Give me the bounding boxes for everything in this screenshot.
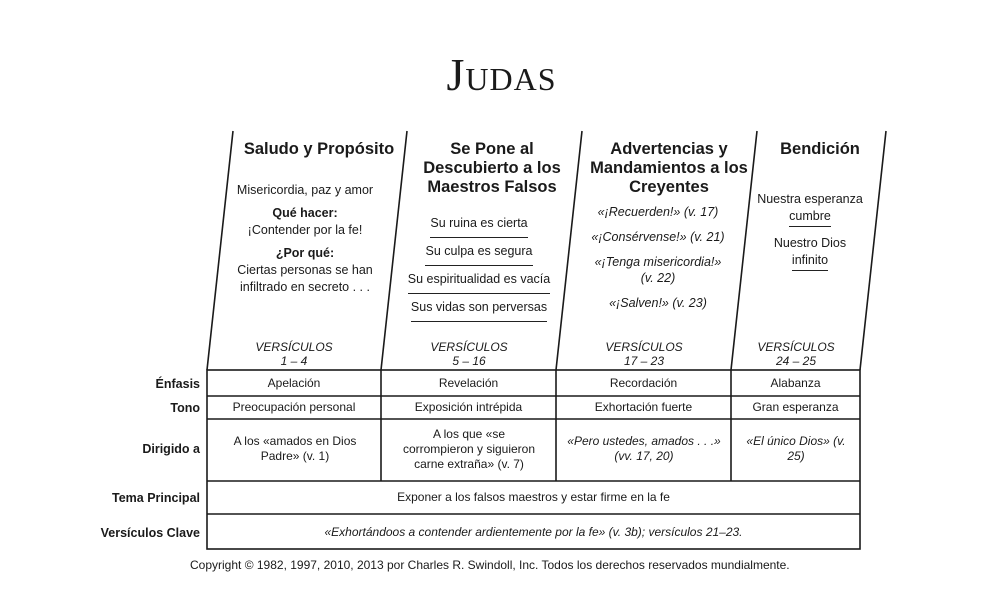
column-3-line: (v. 22) (640, 271, 676, 285)
page-title: Judas (446, 49, 557, 100)
column-2-line: Sus vidas son perversas (411, 294, 547, 322)
cell-tono: Gran esperanza (752, 400, 839, 414)
row-label-enfasis: Énfasis (155, 377, 200, 391)
versiculos-range: 5 – 16 (452, 354, 486, 368)
column-4-line: Nuestro Dios (773, 236, 847, 250)
cell-enfasis: Revelación (438, 376, 499, 390)
cell-tema-principal: Exponer a los falsos maestros y estar firme en la fe (397, 490, 670, 504)
column-4-line: Nuestra esperanza (757, 192, 863, 206)
cell-enfasis: Recordación (609, 376, 678, 390)
cell-tono: Preocupación personal (232, 400, 356, 414)
cell-versiculos-clave: «Exhortándoos a contender ardientemente por la fe» (v. 3b); versículos 21–23. (324, 525, 743, 539)
column-2-line: Su ruina es cierta (430, 210, 527, 238)
column-1-line: Qué hacer: (272, 206, 338, 220)
versiculos-range: 17 – 23 (623, 354, 665, 368)
row-label-versiculos-clave: Versículos Clave (100, 526, 200, 540)
column-4-line: infinito (792, 252, 828, 271)
cell-dirigido: A los que «se corrompieron y siguieron carne extraña» (v. 7) (402, 427, 536, 471)
cell-tono: Exposición intrépida (414, 400, 523, 414)
cell-enfasis: Alabanza (770, 376, 821, 390)
cell-dirigido: A los «amados en Dios Padre» (v. 1) (233, 434, 357, 463)
column-1-line: ¡Contender por la fe! (247, 223, 363, 237)
column-4-title: Bendición (780, 140, 860, 158)
column-1-line: ¿Por qué: (275, 246, 335, 260)
versiculos-range: 24 – 25 (775, 354, 817, 368)
versiculos-label: VERSÍCULOS (430, 340, 508, 354)
cell-enfasis: Apelación (267, 376, 321, 390)
column-3-body (566, 204, 750, 311)
column-4-versiculos (734, 340, 858, 368)
column-4-body (748, 191, 872, 271)
column-3-title: Advertencias y Mandamientos a los Creyentes (590, 140, 748, 196)
column-1-versiculos (232, 340, 356, 368)
column-1-line: Ciertas personas se han (237, 263, 373, 277)
column-2-line: Su espiritualidad es vacía (408, 266, 550, 294)
row-label-tono: Tono (170, 401, 200, 415)
column-3-line: «¡Consérvense!» (v. 21) (591, 230, 725, 244)
versiculos-label: VERSÍCULOS (757, 340, 835, 354)
column-1-body (222, 182, 388, 296)
versiculos-label: VERSÍCULOS (605, 340, 683, 354)
row-label-tema: Tema Principal (112, 491, 200, 505)
column-1-line: infiltrado en secreto . . . (240, 280, 370, 294)
versiculos-label: VERSÍCULOS (255, 340, 333, 354)
copyright-notice: Copyright © 1982, 1997, 2010, 2013 por Charles R. Swindoll, Inc. Todos los derechos reservados mundialmente. (190, 558, 790, 572)
column-2-versiculos (407, 340, 531, 368)
column-3-versiculos (582, 340, 706, 368)
column-3-line: «¡Tenga misericordia!» (594, 255, 722, 269)
column-4-line: cumbre (789, 208, 831, 227)
column-1-line: Misericordia, paz y amor (236, 183, 374, 197)
cell-tono: Exhortación fuerte (594, 400, 693, 414)
versiculos-range: 1 – 4 (280, 354, 308, 368)
row-label-dirigido: Dirigido a (142, 442, 200, 456)
column-1-title: Saludo y Propósito (243, 140, 395, 158)
cell-dirigido: «Pero ustedes, amados . . .» (vv. 17, 20) (567, 434, 721, 463)
column-2-title: Se Pone al Descubierto a los Maestros Falsos (423, 140, 561, 196)
cell-dirigido: «El único Dios» (v. 25) (746, 434, 846, 463)
column-2-body (398, 210, 560, 322)
column-3-line: «¡Recuerden!» (v. 17) (597, 205, 719, 219)
column-3-line: «¡Salven!» (v. 23) (609, 296, 707, 310)
column-2-line: Su culpa es segura (425, 238, 532, 266)
